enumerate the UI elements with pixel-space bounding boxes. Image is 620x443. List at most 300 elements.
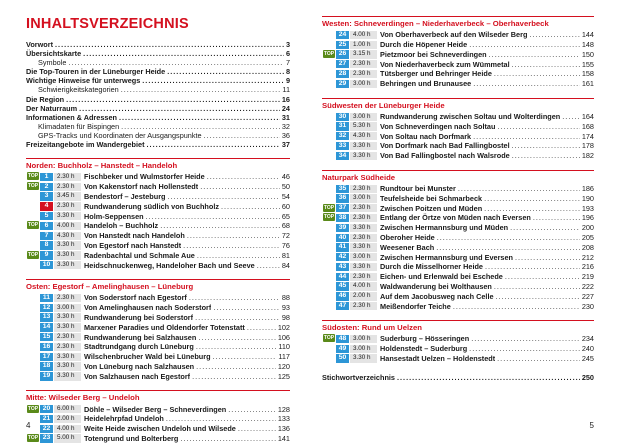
- leader-dots: [198, 333, 276, 342]
- leader-dots: [192, 372, 276, 381]
- tour-duration: 3.30 h: [54, 212, 81, 220]
- leader-dots: [505, 272, 580, 281]
- tour-entry[interactable]: [322, 59, 594, 69]
- tour-number: 19: [40, 372, 53, 380]
- tour-entry[interactable]: [26, 172, 290, 182]
- toc-entry-page: 16: [281, 94, 290, 104]
- tour-page: 68: [281, 221, 290, 231]
- region-section: [26, 279, 290, 381]
- tour-page: 133: [277, 414, 290, 424]
- tour-duration: 3.30 h: [54, 372, 81, 380]
- tour-duration: 5.30 h: [350, 122, 377, 130]
- tour-page: 120: [277, 361, 290, 371]
- tour-number: 45: [336, 282, 349, 290]
- top-badge: TOP: [27, 434, 39, 441]
- tour-title: Von Oberhaverbeck auf den Wilseder Berg: [380, 30, 528, 40]
- tour-duration: 3.30 h: [350, 142, 377, 150]
- tour-page: 161: [581, 79, 594, 89]
- top-badge: TOP: [323, 204, 335, 211]
- tour-number: 13: [40, 313, 53, 321]
- leader-dots: [512, 151, 580, 160]
- tour-duration: 3.30 h: [54, 241, 81, 249]
- tour-duration: 2.30 h: [54, 343, 81, 351]
- tour-page: 240: [581, 344, 594, 354]
- tour-number: 4: [40, 202, 53, 210]
- tour-entry[interactable]: [26, 260, 290, 270]
- tour-entry[interactable]: [26, 371, 290, 381]
- top-badge: TOP: [27, 222, 39, 229]
- tour-entry[interactable]: [322, 301, 594, 311]
- top-badge-slot: [322, 204, 336, 213]
- tour-title: Entlang der Örtze von Müden nach Eversen: [380, 213, 531, 223]
- tour-entry[interactable]: [26, 313, 290, 323]
- tour-entry[interactable]: [26, 211, 290, 221]
- tour-number: 35: [336, 185, 349, 193]
- leader-dots: [562, 112, 580, 121]
- tour-duration: 2.30 h: [350, 214, 377, 222]
- toc-entry-title: Der Naturraum: [26, 103, 78, 113]
- tour-title: Radenbachtal und Schmale Aue: [84, 250, 195, 260]
- tour-page: 227: [581, 291, 594, 301]
- tour-number: 33: [336, 142, 349, 150]
- top-badge: TOP: [27, 183, 39, 190]
- tour-duration: 3.30 h: [350, 263, 377, 271]
- region-section: [322, 170, 594, 311]
- tour-duration: 3.30 h: [54, 261, 81, 269]
- tour-page: 193: [581, 203, 594, 213]
- tour-number: 43: [336, 263, 349, 271]
- tour-duration: 3.00 h: [350, 335, 377, 343]
- tour-entry[interactable]: [322, 354, 594, 364]
- toc-entry-title: Schwierigkeitskategorien: [38, 85, 119, 95]
- tour-duration: 3.30 h: [350, 354, 377, 362]
- tour-entry[interactable]: [322, 243, 594, 253]
- tour-title: Rundtour bei Munster: [380, 184, 456, 194]
- leader-dots: [510, 223, 580, 232]
- tour-title: Von Hanstedt nach Handeloh: [84, 231, 185, 241]
- tour-entry[interactable]: [322, 184, 594, 194]
- leader-dots: [204, 131, 280, 140]
- toc-entry-page: 32: [281, 121, 290, 131]
- tour-number: 48: [336, 335, 349, 343]
- toc-entry[interactable]: [26, 113, 290, 122]
- left-column: [26, 14, 290, 443]
- tour-duration: 6.00 h: [54, 405, 81, 413]
- tour-entry[interactable]: [26, 241, 290, 251]
- toc-entry-title: Übersichtskarte: [26, 49, 82, 59]
- tour-entry[interactable]: [322, 50, 594, 60]
- leader-dots: [469, 344, 580, 353]
- tour-number: 34: [336, 152, 349, 160]
- leader-dots: [484, 204, 580, 213]
- toc-entry-page: 6: [285, 49, 290, 59]
- tour-title: Auf dem Jacobusweg nach Celle: [380, 291, 494, 301]
- tour-entry[interactable]: [26, 231, 290, 241]
- toc-entry-title: Informationen & Adressen: [26, 112, 117, 122]
- tour-title: Fischbeker und Wulmstorfer Heide: [84, 172, 205, 182]
- tour-title: Durch die Misselhorner Heide: [380, 262, 483, 272]
- tour-entry[interactable]: [322, 112, 594, 122]
- tour-entry[interactable]: [26, 332, 290, 342]
- tour-number: 36: [336, 194, 349, 202]
- tour-page: 155: [581, 59, 594, 69]
- index-entry-title: Stichwortverzeichnis: [322, 372, 395, 382]
- tour-duration: 2.30 h: [350, 234, 377, 242]
- toc-entry[interactable]: [26, 85, 290, 94]
- leader-dots: [257, 261, 280, 270]
- tour-duration: 2.30 h: [54, 183, 81, 191]
- toc-entry[interactable]: [26, 76, 290, 85]
- page-number-right: 5: [589, 421, 594, 430]
- tour-entry[interactable]: [322, 203, 594, 213]
- tour-duration: 3.00 h: [350, 113, 377, 121]
- tour-number: 8: [40, 241, 53, 249]
- left-sections: [26, 158, 290, 443]
- tour-title: Wilschenbrucher Wald bei Lüneburg: [84, 352, 211, 362]
- leader-dots: [197, 251, 280, 260]
- leader-dots: [238, 424, 276, 433]
- tour-title: Von Bad Fallingbostel nach Walsrode: [380, 151, 510, 161]
- leader-dots: [189, 293, 280, 302]
- tour-number: 41: [336, 243, 349, 251]
- toc-entry[interactable]: [26, 104, 290, 113]
- tour-duration: 3.00 h: [54, 304, 81, 312]
- tour-entry[interactable]: [322, 262, 594, 272]
- tour-page: 219: [581, 272, 594, 282]
- toc-entry[interactable]: [26, 49, 290, 58]
- tour-entry[interactable]: [26, 221, 290, 231]
- tour-entry[interactable]: [26, 293, 290, 303]
- tour-number: 38: [336, 214, 349, 222]
- leader-dots: [142, 76, 284, 85]
- tour-title: Durch die Höpener Heide: [380, 40, 468, 50]
- tour-entry[interactable]: [322, 69, 594, 79]
- tour-duration: 3.30 h: [350, 224, 377, 232]
- tour-entry[interactable]: [322, 40, 594, 50]
- tour-title: Zwischen Poitzen und Müden: [380, 203, 483, 213]
- tour-duration: 3.30 h: [54, 313, 81, 321]
- tour-page: 216: [581, 262, 594, 272]
- tour-title: Von Schneverdingen nach Soltau: [380, 121, 496, 131]
- tour-entry[interactable]: [26, 424, 290, 434]
- top-badge-slot: [26, 251, 40, 260]
- tour-title: Von Soltau nach Dorfmark: [380, 131, 472, 141]
- region-section: [26, 158, 290, 270]
- tour-entry[interactable]: [322, 282, 594, 292]
- tour-entry[interactable]: [322, 122, 594, 132]
- toc-entry-page: 36: [281, 130, 290, 140]
- tour-title: Weite Heide zwischen Undeloh und Wilsede: [84, 424, 236, 434]
- tour-entry[interactable]: [322, 79, 594, 89]
- tour-number: 40: [336, 234, 349, 242]
- toc-entry[interactable]: [26, 58, 290, 67]
- tour-page: 102: [277, 322, 290, 332]
- top-badge-slot: [26, 182, 40, 191]
- tour-number: 25: [336, 41, 349, 49]
- tour-duration: 2.30 h: [350, 70, 377, 78]
- tour-title: Von Soderstorf nach Egestorf: [84, 293, 187, 303]
- tour-entry[interactable]: [26, 362, 290, 372]
- tour-entry[interactable]: [26, 342, 290, 352]
- tour-title: Pietzmoor bei Schneverdingen: [380, 49, 487, 59]
- tour-page: 88: [281, 293, 290, 303]
- leader-dots: [471, 334, 580, 343]
- toc-entry-page: 11: [282, 85, 290, 95]
- tour-entry[interactable]: [26, 182, 290, 192]
- leader-dots: [247, 323, 276, 332]
- top-badge: TOP: [323, 214, 335, 221]
- tour-duration: 3.00 h: [350, 253, 377, 261]
- tour-number: 23: [40, 434, 53, 442]
- tour-title: Rundwanderung bei Soderstorf: [84, 312, 194, 322]
- general-contents-list: [26, 40, 290, 149]
- tour-title: Zwischen Hermannsburg und Müden: [380, 223, 509, 233]
- tour-title: Oberoher Heide: [380, 233, 435, 243]
- tour-number: 14: [40, 323, 53, 331]
- toc-entry-page: 3: [285, 40, 290, 49]
- toc-entry[interactable]: [26, 131, 290, 140]
- leader-dots: [119, 113, 280, 122]
- tour-entry[interactable]: [26, 303, 290, 313]
- tour-duration: 3.15 h: [350, 50, 377, 58]
- tour-page: 196: [581, 213, 594, 223]
- tour-duration: 4.00 h: [54, 222, 81, 230]
- leader-dots: [166, 414, 276, 423]
- tour-title: Weesener Bach: [380, 242, 435, 252]
- top-badge: TOP: [323, 50, 335, 57]
- leader-dots: [494, 282, 580, 291]
- tour-number: 29: [336, 80, 349, 88]
- leader-dots: [196, 362, 276, 371]
- toc-entry[interactable]: [26, 67, 290, 76]
- leader-dots: [496, 292, 580, 301]
- tour-entry[interactable]: [322, 334, 594, 344]
- tour-number: 10: [40, 261, 53, 269]
- leader-dots: [485, 262, 580, 271]
- toc-entry-page: 37: [281, 140, 290, 150]
- tour-title: Rundwanderung zwischen Soltau und Wolterdingen: [380, 112, 561, 122]
- leader-dots: [183, 241, 280, 250]
- tour-number: 31: [336, 122, 349, 130]
- leader-dots: [473, 79, 580, 88]
- tour-number: 20: [40, 405, 53, 413]
- tour-title: Von Lüneburg nach Salzhausen: [84, 361, 195, 371]
- tour-page: 200: [581, 223, 594, 233]
- tour-entry[interactable]: [322, 131, 594, 141]
- tour-page: 60: [281, 201, 290, 211]
- region-heading: Mitte: Wilseder Berg – Undeloh: [26, 390, 290, 403]
- tour-entry[interactable]: [26, 352, 290, 362]
- tour-duration: 2.30 h: [350, 204, 377, 212]
- toc-entry-title: GPS-Tracks und Koordinaten der Ausgangspunkte: [38, 130, 202, 140]
- leader-dots: [66, 95, 280, 104]
- tour-duration: 4.00 h: [54, 425, 81, 433]
- leader-dots: [529, 30, 579, 39]
- leader-dots: [195, 313, 280, 322]
- toc-entry-title: Die Region: [26, 94, 65, 104]
- tour-number: 11: [40, 294, 53, 302]
- leader-dots: [533, 213, 580, 222]
- tour-title: Handeloh – Buchholz: [84, 221, 159, 231]
- tour-page: 50: [281, 182, 290, 192]
- tour-duration: 2.00 h: [350, 292, 377, 300]
- tour-title: Holm-Seppensen: [84, 211, 144, 221]
- leader-dots: [497, 122, 579, 131]
- left-page: [0, 0, 310, 442]
- toc-entry[interactable]: [26, 140, 290, 149]
- tour-page: 212: [581, 252, 594, 262]
- region-heading: Südwesten der Lüneburger Heide: [322, 98, 594, 111]
- tour-entry[interactable]: [322, 233, 594, 243]
- tour-title: Waldwanderung bei Wolthausen: [380, 282, 492, 292]
- tour-number: 5: [40, 212, 53, 220]
- tour-page: 125: [277, 371, 290, 381]
- tour-duration: 2.30 h: [54, 333, 81, 341]
- tour-number: 12: [40, 304, 53, 312]
- tour-number: 9: [40, 251, 53, 259]
- top-badge-slot: [26, 221, 40, 230]
- tour-entry[interactable]: [322, 141, 594, 151]
- toc-entry-page: 24: [281, 103, 290, 113]
- tour-page: 106: [277, 332, 290, 342]
- top-badge: TOP: [27, 405, 39, 412]
- tour-title: Meißendorfer Teiche: [380, 301, 451, 311]
- toc-entry-title: Klimadaten für Bispingen: [38, 121, 120, 131]
- leader-dots: [168, 192, 280, 201]
- tour-duration: 3.45 h: [54, 192, 81, 200]
- tour-entry[interactable]: [26, 322, 290, 332]
- tour-entry[interactable]: [322, 344, 594, 354]
- tour-number: 2: [40, 183, 53, 191]
- tour-entry[interactable]: [26, 414, 290, 424]
- tour-entry[interactable]: [322, 151, 594, 161]
- tour-entry[interactable]: [26, 202, 290, 212]
- tour-title: Marxener Paradies und Oldendorfer Totenstatt: [84, 322, 245, 332]
- tour-number: 46: [336, 292, 349, 300]
- tour-title: Tütsberger und Behringer Heide: [380, 69, 492, 79]
- tour-title: Hansestadt Uelzen – Holdenstedt: [380, 354, 496, 364]
- tour-entry[interactable]: [322, 30, 594, 40]
- tour-page: 168: [581, 121, 594, 131]
- tour-entry[interactable]: [322, 194, 594, 204]
- tour-title: Von Salzhausen nach Egestorf: [84, 371, 191, 381]
- toc-entry[interactable]: [26, 122, 290, 131]
- tour-number: 24: [336, 31, 349, 39]
- tour-duration: 4.30 h: [350, 132, 377, 140]
- leader-dots: [160, 221, 280, 230]
- tour-number: 18: [40, 362, 53, 370]
- toc-entry[interactable]: [26, 40, 290, 49]
- index-entry-page: 250: [581, 372, 594, 382]
- tour-entry[interactable]: [26, 404, 290, 414]
- tour-number: 50: [336, 354, 349, 362]
- leader-dots: [121, 85, 281, 94]
- tour-entry[interactable]: [322, 252, 594, 262]
- tour-title: Bendestorf – Jesteburg: [84, 192, 166, 202]
- tour-number: 26: [336, 50, 349, 58]
- tour-number: 47: [336, 302, 349, 310]
- tour-page: 174: [581, 131, 594, 141]
- tour-number: 17: [40, 353, 53, 361]
- tour-entry[interactable]: [26, 251, 290, 261]
- tour-page: 84: [281, 260, 290, 270]
- tour-title: Von Niederhaverbeck zum Wümmetal: [380, 59, 510, 69]
- tour-duration: 2.30 h: [350, 185, 377, 193]
- tour-duration: 2.30 h: [350, 273, 377, 281]
- tour-title: Heidelehrpfad Undeloh: [84, 414, 164, 424]
- tour-duration: 2.30 h: [54, 202, 81, 210]
- tour-duration: 3.00 h: [350, 345, 377, 353]
- toc-entry-page: 8: [285, 67, 290, 77]
- region-section: [322, 98, 594, 161]
- tour-page: 128: [277, 404, 290, 414]
- leader-dots: [473, 132, 580, 141]
- tour-page: 150: [581, 49, 594, 59]
- tour-entry[interactable]: [26, 192, 290, 202]
- tour-number: 32: [336, 132, 349, 140]
- top-badge: TOP: [27, 173, 39, 180]
- tour-number: 27: [336, 60, 349, 68]
- leader-dots: [187, 231, 280, 240]
- tour-page: 98: [281, 312, 290, 322]
- tour-title: Eichen- und Erlenwald bei Eschede: [380, 272, 503, 282]
- leader-dots: [484, 194, 580, 203]
- tour-page: 205: [581, 233, 594, 243]
- leader-dots: [436, 243, 580, 252]
- tour-page: 230: [581, 301, 594, 311]
- region-heading: Norden: Buchholz – Hanstedt – Handeloh: [26, 158, 290, 171]
- tour-number: 49: [336, 345, 349, 353]
- region-section: [322, 320, 594, 363]
- region-heading: Westen: Schneverdingen – Niederhaverbeck – Oberhaverbeck: [322, 16, 594, 29]
- leader-dots: [79, 104, 280, 113]
- tour-entry[interactable]: [322, 272, 594, 282]
- tour-page: 76: [281, 241, 290, 250]
- tour-duration: 3.30 h: [350, 152, 377, 160]
- index-entry[interactable]: [322, 373, 594, 382]
- leader-dots: [213, 303, 280, 312]
- toc-entry[interactable]: [26, 95, 290, 104]
- tour-entry[interactable]: [322, 292, 594, 302]
- tour-number: 6: [40, 222, 53, 230]
- tour-title: Von Egestorf nach Hanstedt: [84, 241, 182, 250]
- tour-title: Teufelsheide bei Schmarbeck: [380, 193, 483, 203]
- tour-page: 245: [581, 354, 594, 364]
- tour-number: 7: [40, 232, 53, 240]
- tour-number: 3: [40, 192, 53, 200]
- leader-dots: [489, 50, 580, 59]
- leader-dots: [512, 141, 580, 150]
- leader-dots: [196, 342, 277, 351]
- tour-title: Von Kakenstorf nach Hollenstedt: [84, 182, 199, 192]
- tour-title: Holdenstedt – Suderburg: [380, 344, 468, 354]
- region-section: [322, 16, 594, 89]
- toc-entry-title: Die Top-Touren in der Lüneburger Heide: [26, 67, 166, 77]
- tour-entry[interactable]: [322, 213, 594, 223]
- tour-entry[interactable]: [322, 223, 594, 233]
- tour-duration: 3.30 h: [54, 362, 81, 370]
- tour-number: 28: [336, 70, 349, 78]
- tour-page: 148: [581, 40, 594, 50]
- top-badge-slot: [26, 405, 40, 414]
- leader-dots: [200, 182, 280, 191]
- tour-title: Von Dorfmark nach Bad Fallingbostel: [380, 141, 510, 151]
- tour-number: 21: [40, 415, 53, 423]
- leader-dots: [207, 172, 280, 181]
- leader-dots: [437, 233, 580, 242]
- leader-dots: [397, 373, 580, 382]
- top-badge-slot: [322, 50, 336, 59]
